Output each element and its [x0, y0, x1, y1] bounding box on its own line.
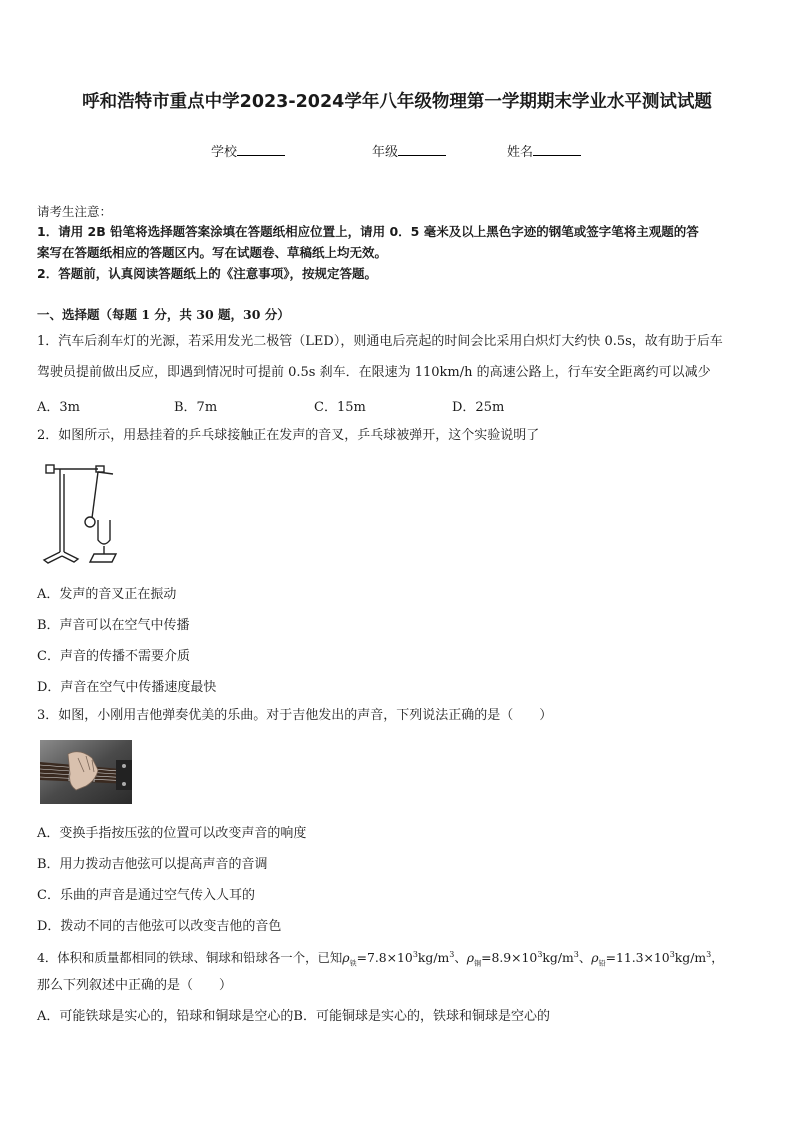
question-4-stem: 4．体积和质量都相同的铁球、铜球和铅球各一个，已知$\rho_铁=7.8\times 10^3kg/m^3$、$\rho_铜=8.9\times 10^3kg/m^3$、$\rho_铅=11.3\times 10^3kg/m^3$， — [37, 950, 724, 968]
question-2-option-d: D．声音在空气中传播速度最快 — [37, 680, 217, 695]
question-3-option-b: B．用力拨动吉他弦可以提高声音的音调 — [37, 857, 268, 872]
rho-sub-lead: 铅 — [598, 959, 606, 968]
separator-1: 、 — [454, 950, 467, 966]
rho-symbol: ρ — [591, 950, 599, 966]
separator-2: 、 — [578, 950, 592, 966]
unit-copper: kg/m — [542, 950, 574, 966]
question-2-stem: 2．如图所示，用悬挂着的乒乓球接触正在发声的音叉，乒乓球被弹开，这个实验说明了 — [37, 428, 540, 443]
unit-exp-copper: 3 — [573, 950, 579, 959]
grade-blank[interactable] — [398, 143, 446, 156]
question-1-line-2: 驾驶员提前做出反应，即遇到情况时可提前 0.5s 刹车．在限速为 110km/h 的高速公路上，行车安全距离约可以减少 — [37, 365, 711, 380]
q4-prefix: 4．体积和质量都相同的铁球、铜球和铅球各一个，已知 — [37, 950, 343, 966]
name-label: 姓名 — [507, 145, 534, 160]
notice-item-1a: 1．请用 2B 铅笔将选择题答案涂填在答题纸相应位置上，请用 0．5 毫米及以上黑色字迹的钢笔或签字笔将主观题的答 — [37, 224, 699, 239]
question-2-option-b: B．声音可以在空气中传播 — [37, 618, 190, 633]
exp-iron: 3 — [412, 950, 418, 959]
question-3-option-c: C．乐曲的声音是通过空气传入人耳的 — [37, 888, 255, 903]
question-4-line-2: 那么下列叙述中正确的是（ ） — [37, 978, 233, 993]
rho-sub-copper: 铜 — [474, 959, 482, 968]
rho-symbol: ρ — [466, 950, 475, 966]
question-1-option-d: D．25m — [452, 400, 505, 415]
question-2-option-c: C．声音的传播不需要介质 — [37, 649, 190, 664]
unit-exp-lead: 3 — [706, 950, 712, 959]
notice-item-2: 2．答题前，认真阅读答题纸上的《注意事项》，按规定答题。 — [37, 266, 377, 281]
unit-lead: kg/m — [674, 950, 707, 966]
grade-field — [372, 141, 446, 160]
question-1-option-a: A．3m — [37, 400, 80, 415]
page-title: 呼和浩特市重点中学2023-2024学年八年级物理第一学期期末学业水平测试试题 — [82, 92, 712, 112]
school-label: 学校 — [211, 145, 238, 160]
notice-heading: 请考生注意： — [37, 204, 113, 219]
name-field — [507, 141, 581, 160]
question-1-option-b: B．7m — [174, 400, 218, 415]
rho-lead-value: =11.3×10 — [605, 950, 670, 966]
question-3-option-d: D．拨动不同的吉他弦可以改变吉他的音色 — [37, 919, 282, 934]
rho-symbol: ρ — [342, 950, 350, 966]
unit-iron: kg/m — [417, 950, 450, 966]
guitar-photo — [40, 740, 132, 804]
question-4-options-ab — [37, 1001, 762, 1032]
question-4-option-b: B．可能铜球是实心的，铁球和铜球是空心的 — [293, 1009, 550, 1024]
question-1-line-1: 1．汽车后刹车灯的光源，若采用发光二极管（LED），则通电后亮起的时间会比采用白炽灯大约快 0.5s，故有助于后车 — [37, 334, 723, 349]
tuning-fork-figure — [38, 460, 130, 568]
rho-copper-value: =8.9×10 — [481, 950, 538, 966]
name-blank[interactable] — [533, 143, 581, 156]
rho-iron-value: =7.8×10 — [356, 950, 413, 966]
question-3-stem: 3．如图，小刚用吉他弹奏优美的乐曲。对于吉他发出的声音，下列说法正确的是（ ） — [37, 708, 553, 723]
question-1-option-c: C．15m — [314, 400, 366, 415]
grade-label: 年级 — [372, 145, 399, 160]
school-blank[interactable] — [237, 143, 285, 156]
school-field — [211, 141, 285, 160]
section-heading: 一、选择题（每题 1 分，共 30 题，30 分） — [37, 307, 290, 322]
question-3-option-a: A．变换手指按压弦的位置可以改变声音的响度 — [37, 826, 307, 841]
question-2-option-a: A．发声的音叉正在振动 — [37, 587, 177, 602]
exp-lead: 3 — [669, 950, 675, 959]
unit-exp-iron: 3 — [449, 950, 455, 959]
question-4-option-a: A．可能铁球是实心的，铅球和铜球是空心的 — [37, 1009, 294, 1024]
exp-copper: 3 — [537, 950, 543, 959]
rho-sub-iron: 铁 — [349, 959, 357, 968]
notice-item-1b: 案写在答题纸相应的答题区内。写在试题卷、草稿纸上均无效。 — [37, 245, 388, 260]
